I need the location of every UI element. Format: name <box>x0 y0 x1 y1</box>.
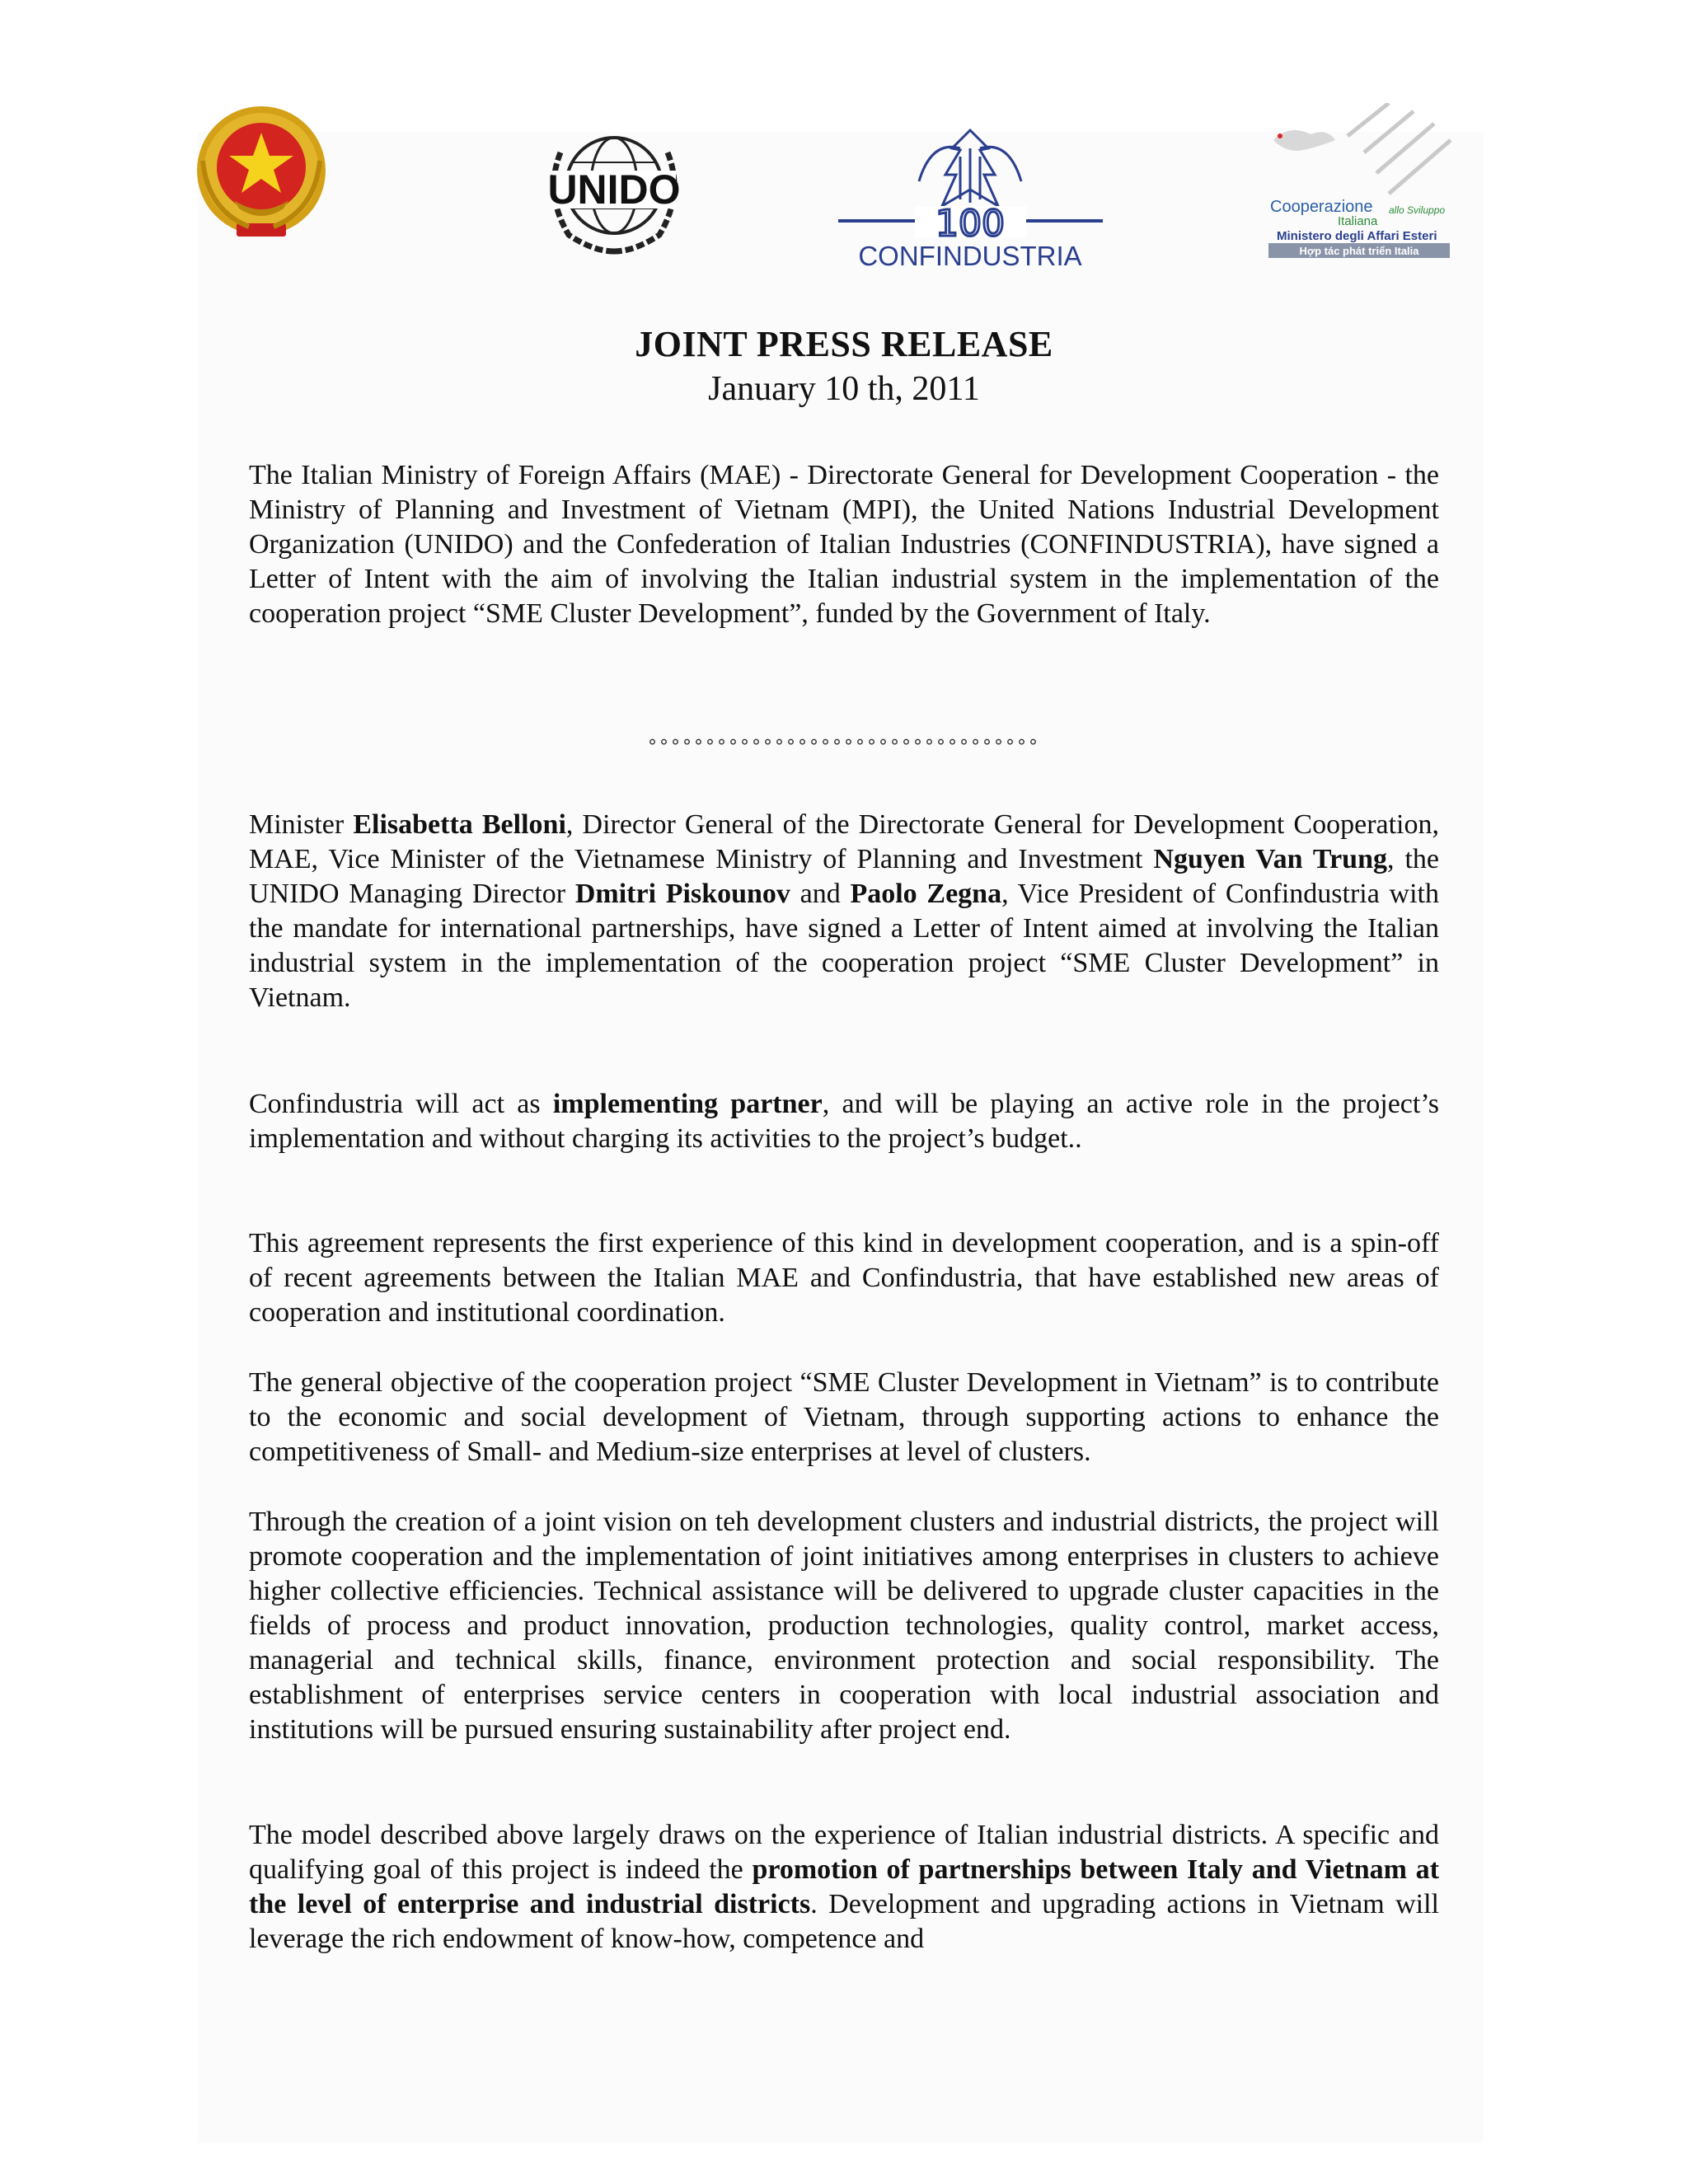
dove-icon <box>1273 130 1335 151</box>
confindustria-number: 100 <box>935 203 1005 245</box>
signatory-trung: Nguyen Van Trung <box>1153 844 1387 874</box>
agreement-paragraph: This agreement represents the first experience of this kind in development cooperation, and is a spin-off of recent agreements between the Italian MAE and Confindustria, that have established new areas of cooperation and institutional coordination. <box>249 1228 1439 1328</box>
partner-paragraph: Confindustria will act as implementing partner, and will be playing an active role in the project’s implementation and without charging its activities to the project’s budget.. <box>249 1089 1439 1154</box>
coop-line2: Italiana <box>1338 214 1378 228</box>
hand-lines-icon <box>1348 103 1451 194</box>
implementing-partner-text: implementing partner <box>552 1089 823 1119</box>
intro-paragraph: The Italian Ministry of Foreign Affairs (MAE) - Directorate General for Development Cooperation - the Ministry of Planning and Investment of Vietnam (MPI), the United Nations Industrial Development Organization (UNIDO) and the Confederation of Italian Industries (CONFINDUSTRIA), have signed a Letter of Intent with the aim of involving the Italian industrial system in the implementation of the cooperation project “SME Cluster Development”, funded by the Government of Italy. <box>249 460 1439 629</box>
release-date: January 10 th, 2011 <box>708 370 980 408</box>
confindustria-logo <box>837 124 1104 272</box>
coop-ministry: Ministero degli Affari Esteri <box>1277 229 1437 243</box>
page-title: JOINT PRESS RELEASE <box>635 324 1053 364</box>
logo-bar <box>0 0 1688 280</box>
vietnam-emblem-logo <box>191 103 331 251</box>
vision-paragraph: Through the creation of a joint vision on teh development clusters and industrial districts, the project will promote cooperation and the implementation of joint initiatives among enterprises in clusters to achieve higher collective efficiencies. Technical assistance will be delivered to upgrade cluster capacities in the fields of process and product innovation, production technologies, quality control, market access, managerial and technical skills, finance, environment protection and social responsibility. The establishment of enterprises service centers in cooperation with local industrial association and institutions will be pursued ensuring sustainability after project end. <box>249 1507 1439 1745</box>
unido-logo <box>536 120 692 260</box>
model-paragraph: The model described above largely draws on the experience of Italian industrial districts. A specific and qualifying goal of this project is indeed the promotion of partnerships between Italy and Vietnam at the level of enterprise and industrial districts. Development and upgrading actions in Vietnam will leverage the rich endowment of know-how, competence and <box>249 1820 1439 1954</box>
coop-line1: Cooperazione <box>1270 198 1373 216</box>
signatory-belloni: Elisabetta Belloni <box>353 809 566 840</box>
coop-vn-caption: Hợp tác phát triển Italia <box>1299 245 1419 257</box>
objective-paragraph: The general objective of the cooperation project “SME Cluster Development in Vietnam” is to contribute to the economic and social development of Vietnam, through supporting actions to enhance the competitiveness of Small- and Medium-size enterprises at level of clusters. <box>249 1367 1439 1467</box>
eagle-icon <box>919 130 1021 206</box>
unido-wordmark: UNIDO <box>547 166 681 213</box>
cooperazione-logo <box>1265 103 1455 260</box>
signatories-paragraph: Minister Elisabetta Belloni, Director General of the Directorate General for Development Cooperation, MAE, Vice Minister of the Vietnamese Ministry of Planning and Investment Nguyen Van Trung, the UNIDO Managing Director Dmitri Piskounov and Paolo Zegna, Vice President of Confindustria with the mandate for international partnerships, have signed a Letter of Intent aimed at involving the Italian industrial system in the implementation of the cooperation project “SME Cluster Development” in Vietnam. <box>249 809 1439 1013</box>
signatory-zegna: Paolo Zegna <box>850 879 1002 909</box>
separator: °°°°°°°°°°°°°°°°°°°°°°°°°°°°°°°°°° <box>648 737 1040 757</box>
coop-line3: allo Sviluppo <box>1389 204 1446 216</box>
partnership-goal-text: promotion of partnerships between Italy and Vietnam at the level of enterprise and industrial districts <box>249 1854 1439 1919</box>
confindustria-wordmark: CONFINDUSTRIA <box>858 241 1082 271</box>
signatory-piskounov: Dmitri Piskounov <box>574 879 790 909</box>
